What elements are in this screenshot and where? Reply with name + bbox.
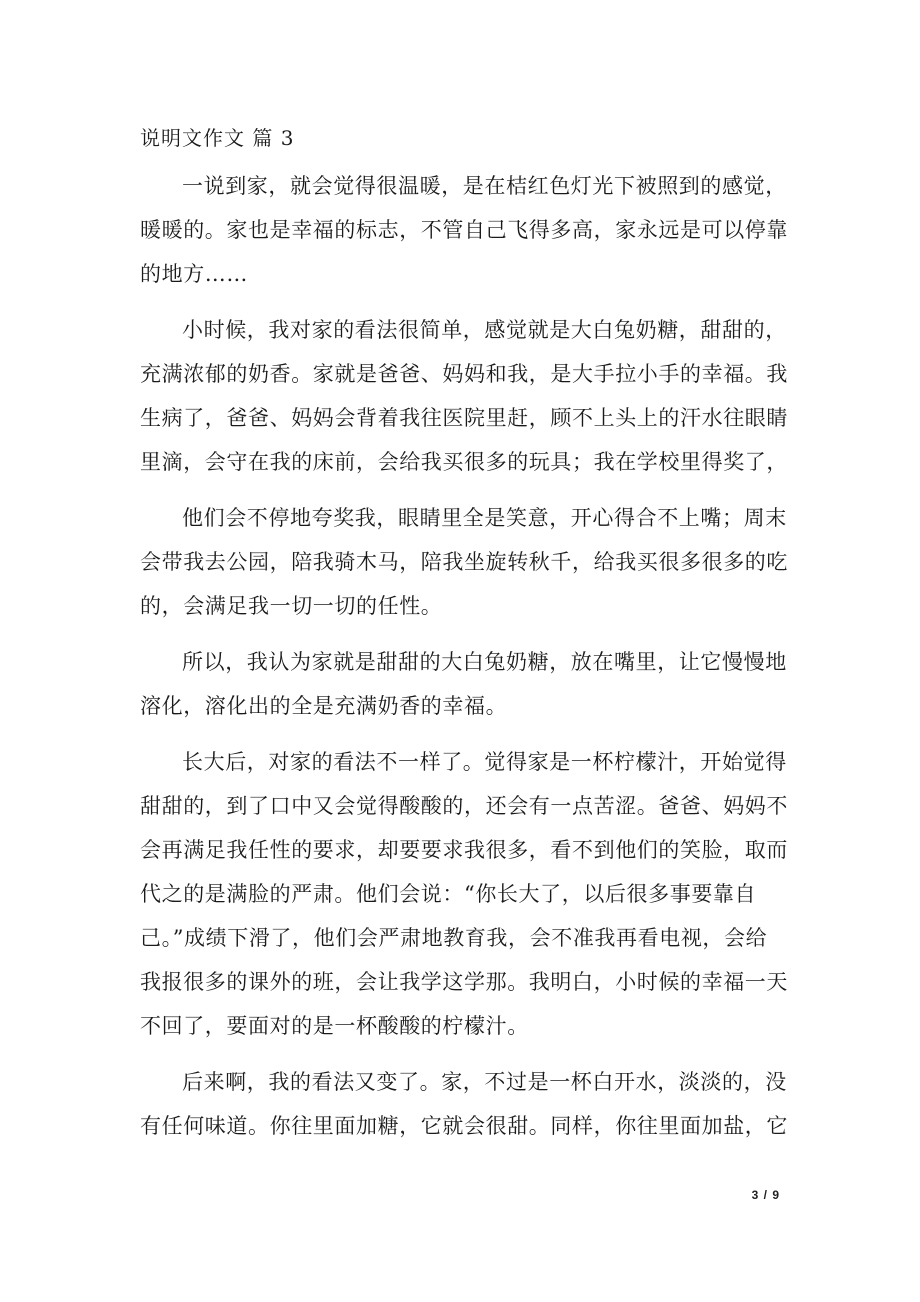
text-line: 己。”成绩下滑了，他们会严肃地教育我，会不准我再看电视，会给 [140, 926, 768, 950]
text-line: 一说到家，就会觉得很温暖，是在桔红色灯光下被照到的感觉， [182, 174, 787, 198]
text-line: 甜甜的，到了口中又会觉得酸酸的，还会有一点苦涩。爸爸、妈妈不 [140, 794, 788, 818]
text-line: 的，会满足我一切一切的任性。 [140, 594, 443, 618]
text-line: 的地方…… [140, 262, 248, 286]
text-line: 代之的是满脸的严肃。他们会说：“你长大了，以后很多事要靠自 [140, 882, 757, 906]
text-line: 溶化，溶化出的全是充满奶香的幸福。 [140, 694, 508, 718]
text-line: 小时候，我对家的看法很简单，感觉就是大白兔奶糖，甜甜的， [182, 318, 787, 342]
text-line: 我报很多的课外的班，会让我学这学那。我明白，小时候的幸福一天 [140, 970, 788, 994]
text-line: 里滴，会守在我的床前，会给我买很多的玩具；我在学校里得奖了， [140, 450, 788, 474]
text-line: 所以，我认为家就是甜甜的大白兔奶糖，放在嘴里，让它慢慢地 [182, 650, 787, 674]
page-number: 3 / 9 [751, 1188, 780, 1202]
text-line: 后来啊，我的看法又变了。家，不过是一杯白开水，淡淡的，没 [182, 1070, 787, 1094]
text-line: 他们会不停地夸奖我，眼睛里全是笑意，开心得合不上嘴；周末 [182, 506, 787, 530]
text-line: 会再满足我任性的要求，却要要求我很多，看不到他们的笑脸，取而 [140, 838, 788, 862]
text-line: 生病了，爸爸、妈妈会背着我往医院里赶，顾不上头上的汗水往眼睛 [140, 406, 788, 430]
text-line: 有任何味道。你往里面加糖，它就会很甜。同样，你往里面加盐，它 [140, 1114, 788, 1138]
text-line: 不回了，要面对的是一杯酸酸的柠檬汁。 [140, 1014, 529, 1038]
text-line: 长大后，对家的看法不一样了。觉得家是一杯柠檬汁，开始觉得 [182, 750, 787, 774]
section-title: 说明文作文 篇 3 [140, 126, 295, 150]
text-line: 充满浓郁的奶香。家就是爸爸、妈妈和我，是大手拉小手的幸福。我 [140, 362, 788, 386]
text-line: 会带我去公园，陪我骑木马，陪我坐旋转秋千，给我买很多很多的吃 [140, 550, 788, 574]
article-body [140, 164, 788, 1148]
text-line: 暖暖的。家也是幸福的标志，不管自己飞得多高，家永远是可以停靠 [140, 218, 788, 242]
